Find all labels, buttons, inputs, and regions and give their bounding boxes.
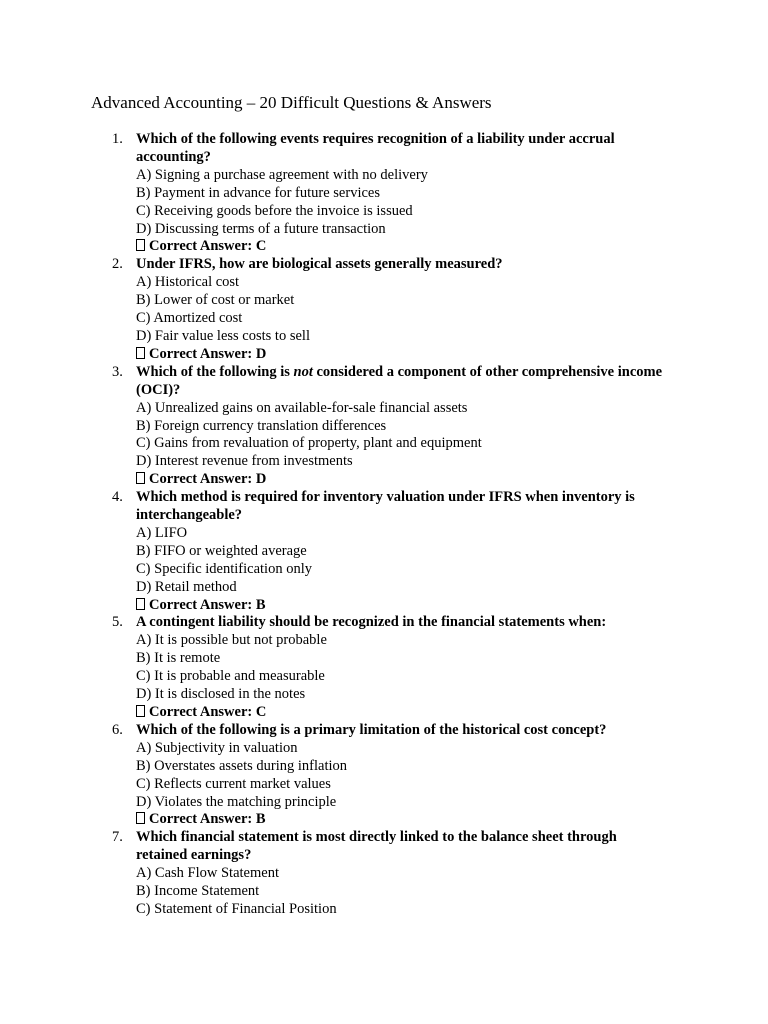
question-item	[0, 722, 768, 829]
question-item	[0, 614, 768, 721]
answer-option: A) LIFO	[136, 524, 188, 541]
correct-answer-text: Correct Answer: D	[149, 471, 267, 488]
check-mark-icon	[136, 239, 145, 251]
question-body	[136, 256, 666, 363]
question-number: 3.	[112, 363, 123, 380]
answer-option: B) Foreign currency translation differences	[136, 417, 387, 434]
answer-option: D) Discussing terms of a future transaction	[136, 220, 386, 237]
answer-option: A) Cash Flow Statement	[136, 865, 279, 882]
answer-option: D) It is disclosed in the notes	[136, 686, 306, 703]
answer-option: C) Statement of Financial Position	[136, 900, 337, 917]
question-text: Under IFRS, how are biological assets generally measured?	[136, 256, 503, 273]
correct-answer	[136, 346, 666, 364]
answer-option: D) Fair value less costs to sell	[136, 327, 310, 344]
correct-answer-text: Correct Answer: B	[149, 811, 266, 828]
question-text-end: considered a component of other comprehensive income (OCI)?	[136, 363, 663, 398]
answer-option: C) It is probable and measurable	[136, 668, 325, 685]
question-item	[0, 131, 768, 256]
check-mark-icon	[136, 598, 145, 610]
answer-option: A) Historical cost	[136, 274, 240, 291]
answer-option: B) FIFO or weighted average	[136, 542, 307, 559]
correct-answer-text: Correct Answer: D	[149, 345, 267, 362]
question-body	[136, 829, 666, 919]
correct-answer	[136, 238, 666, 256]
question-item	[0, 489, 768, 614]
question-body	[136, 722, 666, 829]
question-item	[0, 829, 768, 919]
question-body	[136, 364, 666, 489]
answer-option: A) Unrealized gains on available-for-sale financial assets	[136, 399, 468, 416]
check-mark-icon	[136, 347, 145, 359]
question-body	[136, 131, 666, 256]
question-list	[0, 131, 768, 919]
answer-option: A) It is possible but not probable	[136, 632, 327, 649]
question-item	[0, 364, 768, 489]
answer-option: D) Retail method	[136, 578, 237, 595]
question-number: 6.	[112, 721, 123, 738]
answer-option: B) Payment in advance for future services	[136, 184, 380, 201]
answer-option: C) Receiving goods before the invoice is issued	[136, 202, 413, 219]
answer-option: A) Signing a purchase agreement with no delivery	[136, 166, 428, 183]
question-text-start: Which of the following is	[136, 363, 294, 380]
answer-option: B) Lower of cost or market	[136, 292, 295, 309]
question-text-emphasis: not	[293, 363, 313, 380]
answer-option: B) Overstates assets during inflation	[136, 757, 348, 774]
question-text: Which of the following events requires recognition of a liability under accrual accounting?	[136, 131, 615, 165]
answer-option: C) Gains from revaluation of property, plant and equipment	[136, 435, 482, 452]
question-item	[0, 256, 768, 363]
correct-answer-text: Correct Answer: B	[149, 596, 266, 613]
correct-answer	[136, 597, 666, 615]
question-number: 7.	[112, 829, 123, 846]
answer-option: B) It is remote	[136, 650, 221, 667]
answer-option: C) Amortized cost	[136, 310, 243, 327]
question-text: A contingent liability should be recognized in the financial statements when:	[136, 614, 607, 631]
correct-answer	[136, 811, 666, 829]
answer-option: D) Interest revenue from investments	[136, 453, 353, 470]
answer-option: B) Income Statement	[136, 883, 260, 900]
document-title: Advanced Accounting – 20 Difficult Questions & Answers	[91, 93, 492, 112]
question-number: 1.	[112, 131, 123, 147]
answer-option: D) Violates the matching principle	[136, 793, 337, 810]
question-body	[136, 489, 666, 614]
check-mark-icon	[136, 472, 145, 484]
correct-answer	[136, 471, 666, 489]
answer-option: A) Subjectivity in valuation	[136, 739, 298, 756]
question-number: 5.	[112, 614, 123, 631]
answer-option: C) Reflects current market values	[136, 775, 331, 792]
question-number: 2.	[112, 256, 123, 273]
question-body	[136, 614, 666, 721]
check-mark-icon	[136, 812, 145, 824]
question-number: 4.	[112, 489, 123, 506]
answer-option: C) Specific identification only	[136, 560, 312, 577]
question-text: Which method is required for inventory valuation under IFRS when inventory is interchangeable?	[136, 489, 635, 524]
question-text: Which financial statement is most directly linked to the balance sheet through retained earnings?	[136, 829, 617, 864]
check-mark-icon	[136, 705, 145, 717]
correct-answer-text: Correct Answer: C	[149, 704, 267, 720]
question-text: Which of the following is a primary limitation of the historical cost concept?	[136, 721, 607, 738]
question-text	[136, 364, 666, 400]
correct-answer	[136, 704, 666, 722]
correct-answer-text: Correct Answer: C	[149, 238, 267, 255]
